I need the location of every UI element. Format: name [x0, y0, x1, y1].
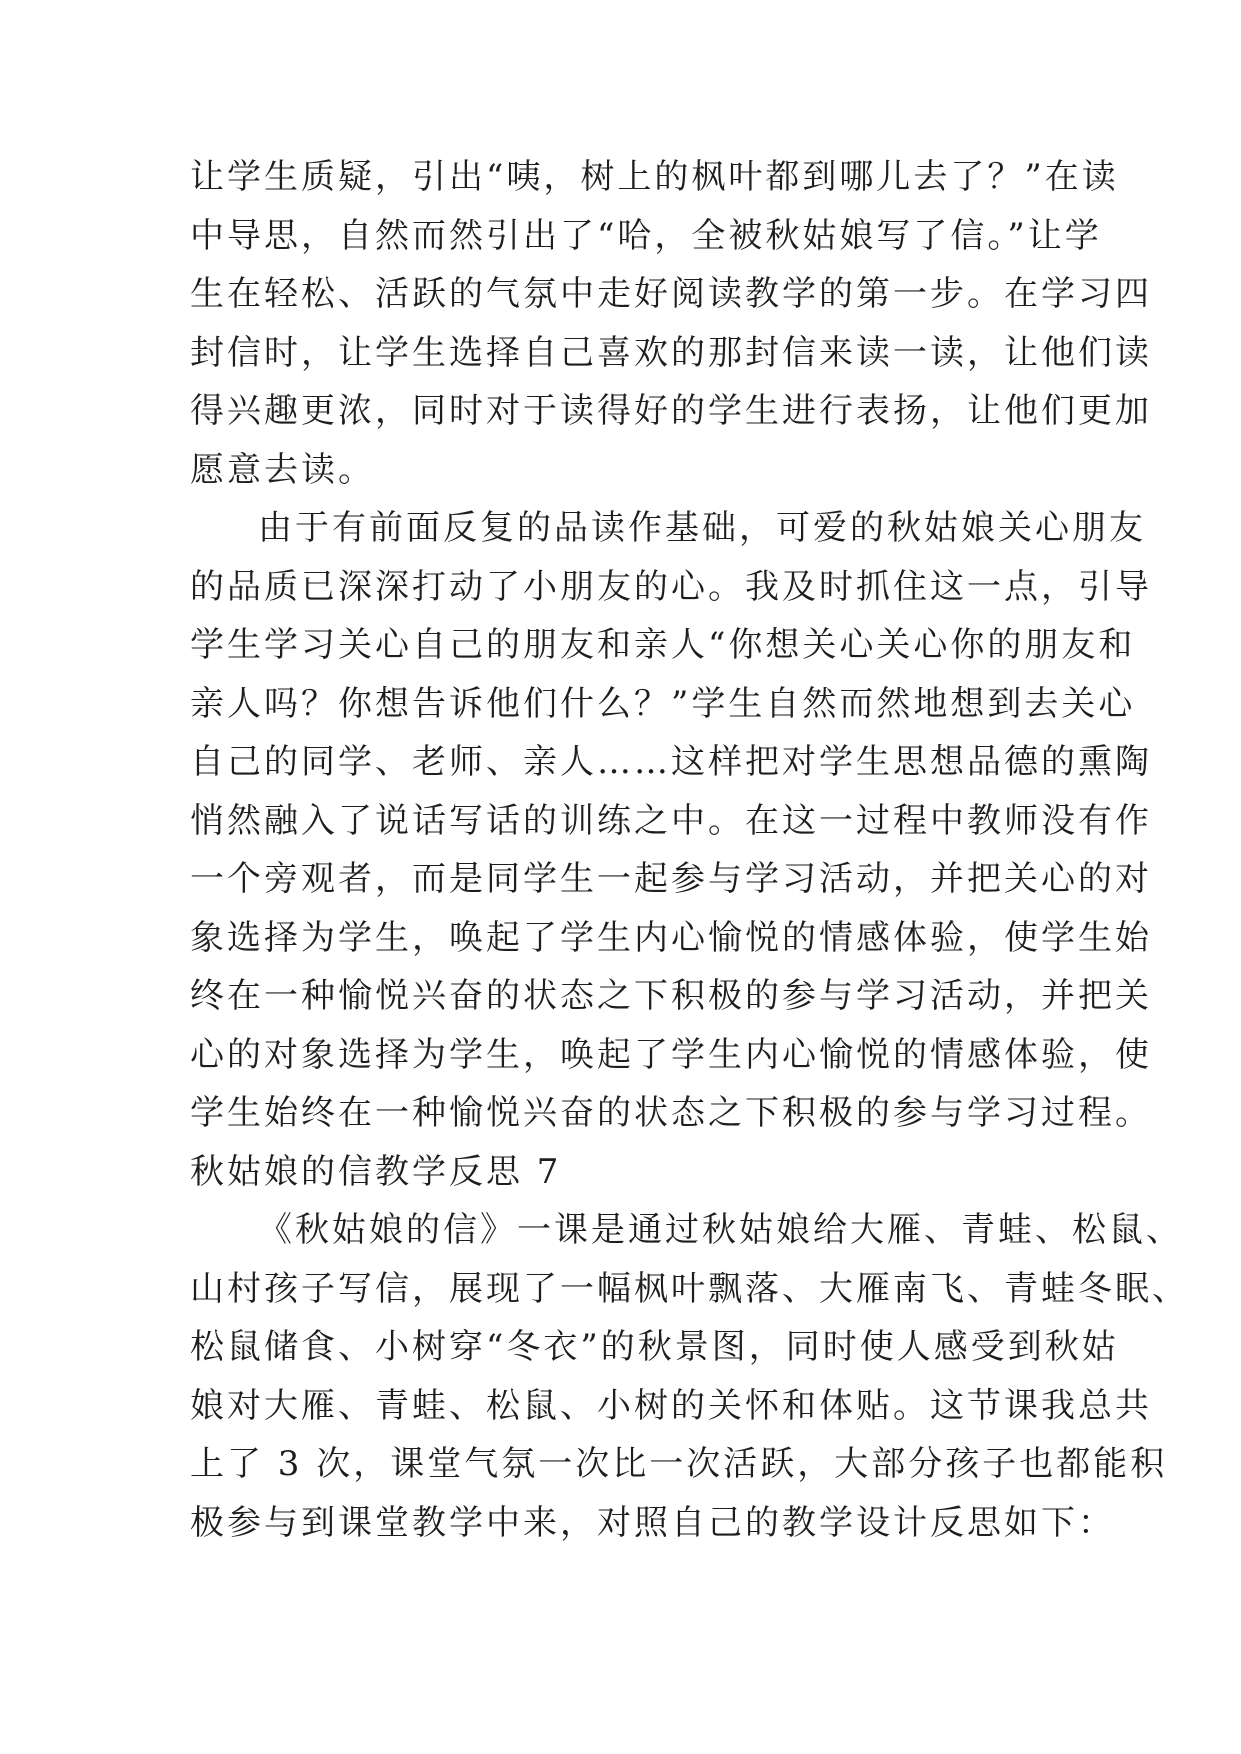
- text-line: 松鼠储食、小树穿“冬衣”的秋景图，同时使人感受到秋姑: [190, 1327, 1119, 1367]
- paragraph-start-line: 由于有前面反复的品读作基础，可爱的秋姑娘关心朋友: [258, 508, 1146, 548]
- section-heading: 秋姑娘的信教学反思 7: [190, 1151, 562, 1192]
- text-line: 得兴趣更浓，同时对于读得好的学生进行表扬，让他们更加: [190, 391, 1152, 431]
- text-line: 愿意去读。: [190, 449, 375, 490]
- text-line: 自己的同学、老师、亲人……这样把对学生思想品德的熏陶: [190, 742, 1152, 782]
- text-line: 中导思，自然而然引出了“哈，全被秋姑娘写了信。”让学: [190, 215, 1102, 256]
- text-line: 亲人吗？你想告诉他们什么？”学生自然而然地想到去关心: [190, 683, 1136, 724]
- text-line: 让学生质疑，引出“咦，树上的枫叶都到哪儿去了？”在读: [190, 157, 1119, 197]
- text-line: 封信时，让学生选择自己喜欢的那封信来读一读，让他们读: [190, 332, 1152, 373]
- text-line: 终在一种愉悦兴奋的状态之下积极的参与学习活动，并把关: [190, 976, 1152, 1016]
- document-body: [190, 148, 1189, 1552]
- text-line: 象选择为学生，唤起了学生内心愉悦的情感体验，使学生始: [190, 917, 1152, 958]
- text-line: 山村孩子写信，展现了一幅枫叶飘落、大雁南飞、青蛙冬眠、: [190, 1268, 1189, 1309]
- text-line: 生在轻松、活跃的气氛中走好阅读教学的第一步。在学习四: [190, 274, 1152, 314]
- text-line: 悄然融入了说话写话的训练之中。在这一过程中教师没有作: [190, 800, 1152, 841]
- text-line: 心的对象选择为学生，唤起了学生内心愉悦的情感体验，使: [190, 1034, 1152, 1075]
- paragraph-start-line: 《秋姑娘的信》一课是通过秋姑娘给大雁、青蛙、松鼠、: [258, 1210, 1183, 1250]
- text-line: 的品质已深深打动了小朋友的心。我及时抓住这一点，引导: [190, 566, 1152, 607]
- text-line: 一个旁观者，而是同学生一起参与学习活动，并把关心的对: [190, 859, 1152, 899]
- text-line: 学生始终在一种愉悦兴奋的状态之下积极的参与学习过程。: [190, 1093, 1152, 1133]
- text-line: 娘对大雁、青蛙、松鼠、小树的关怀和体贴。这节课我总共: [190, 1385, 1152, 1426]
- text-line: 上了 3 次，课堂气氛一次比一次活跃，大部分孩子也都能积: [190, 1444, 1168, 1484]
- text-line: 学生学习关心自己的朋友和亲人“你想关心关心你的朋友和: [190, 625, 1136, 665]
- text-line: 极参与到课堂教学中来，对照自己的教学设计反思如下：: [190, 1502, 1115, 1543]
